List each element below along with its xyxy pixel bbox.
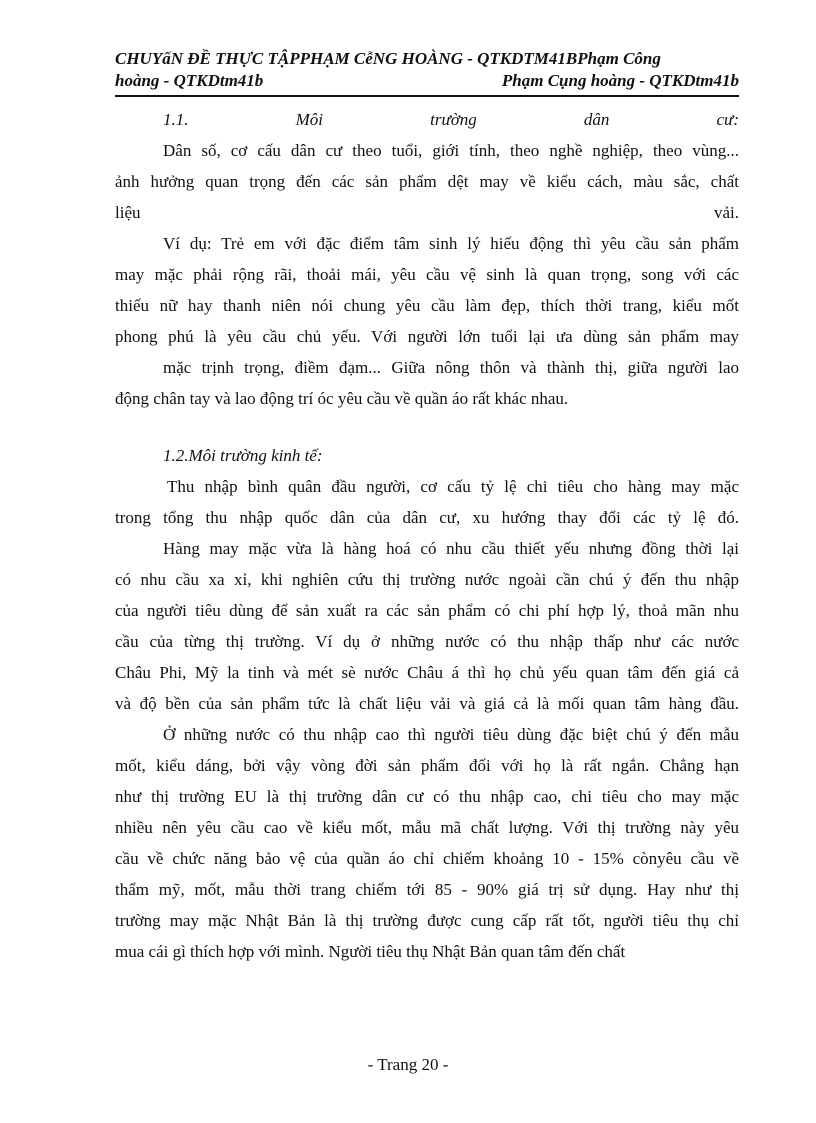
text-line: mua cái gì thích hợp với mình. Người tiêu thụ Nhật Bản quan tâm đến chất xyxy=(115,942,626,961)
text-fragment: vải. xyxy=(713,203,739,222)
paragraph xyxy=(115,228,739,414)
text-line: trường may mặc Nhật Bản là thị trường được cung cấp rất tốt, người tiêu thụ chỉ xyxy=(115,911,739,930)
page-header xyxy=(115,48,739,92)
text-line: như thị trường EU là thị trường dân cư có thu nhập cao, chi tiêu cho may mặc xyxy=(115,787,739,806)
text-line: Dân số, cơ cấu dân cư theo tuổi, giới tính, theo nghề nghiệp, theo vùng... xyxy=(163,141,739,160)
text-line: Châu Phi, Mỹ la tinh và mét sè nước Châu á thì họ chủ yếu quan tâm đến giá cả xyxy=(115,663,739,682)
header-author-right: Phạm Cụng hoàng - QTKDtm41b xyxy=(501,71,739,90)
text-fragment: liệu xyxy=(115,203,141,222)
document-body xyxy=(115,104,739,967)
heading-number: 1.1. xyxy=(163,110,189,129)
paragraph xyxy=(115,719,739,967)
text-line: và độ bền của sản phẩm tức là chất liệu vải và giá cả là mối quan tâm hàng đầu. xyxy=(115,694,739,713)
header-line-2 xyxy=(115,70,739,92)
text-line: nhiều nên yêu cầu cao về kiểu mốt, mẫu mã chất lượng. Với thị trường này yêu xyxy=(115,818,739,837)
paragraph xyxy=(115,533,739,719)
header-author-left: hoàng - QTKDtm41b xyxy=(115,71,264,90)
text-line: Ví dụ: Trẻ em với đặc điểm tâm sinh lý hiếu động thì yêu cầu sản phẩm xyxy=(163,234,739,253)
header-line-1 xyxy=(115,48,739,70)
text-line: phong phú là yêu cầu chủ yếu. Với người lớn tuổi lại ưa dùng sản phẩm may xyxy=(115,327,739,346)
text-line: Ở những nước có thu nhập cao thì người tiêu dùng đặc biệt chú ý đến mẫu xyxy=(163,725,739,744)
heading-word: cư: xyxy=(716,110,739,129)
heading-word: dân xyxy=(583,110,610,129)
section-heading-1-1 xyxy=(115,104,739,135)
spacer xyxy=(115,414,739,440)
paragraph xyxy=(115,471,739,533)
text-line: cầu về chức năng bảo vệ của quần áo chỉ chiếm khoảng 10 - 15% cònyêu cầu về xyxy=(115,849,739,868)
heading-word: trường xyxy=(430,110,477,129)
text-line: thiếu nữ hay thanh niên nói chung yêu cầu làm đẹp, thích thời trang, kiểu mốt xyxy=(115,296,739,315)
text-line: may mặc phải rộng rãi, thoải mái, yêu cầu vệ sinh là quan trọng, song với các xyxy=(115,265,739,284)
header-divider xyxy=(115,95,739,97)
text-line: có nhu cầu xa xỉ, khi nghiên cứu thị trường nước ngoài cần chú ý đến thu nhập xyxy=(115,570,739,589)
heading-word: Môi xyxy=(295,110,323,129)
text-line xyxy=(115,197,739,228)
page-number: - Trang 20 - xyxy=(367,1055,449,1074)
text-line: Thu nhập bình quân đầu người, cơ cấu tỷ lệ chi tiêu cho hàng may mặc xyxy=(167,477,739,496)
text-line: của người tiêu dùng để sản xuất ra các sản phẩm có chi phí hợp lý, thoả mãn nhu xyxy=(115,601,739,620)
section-heading-1-2: 1.2.Môi trường kinh tế: xyxy=(163,446,323,465)
text-line: thẩm mỹ, mốt, mẫu thời trang chiếm tới 85 - 90% giá trị sử dụng. Hay như thị xyxy=(115,880,739,899)
paragraph xyxy=(115,135,739,228)
text-line: Hàng may mặc vừa là hàng hoá có nhu cầu thiết yếu nhưng đồng thời lại xyxy=(163,539,739,558)
text-line: trong tổng thu nhập quốc dân của dân cư, xu hướng thay đổi các tỷ lệ đó. xyxy=(115,508,739,527)
text-line: cầu của từng thị trường. Ví dụ ở những nước có thu nhập thấp như các nước xyxy=(115,632,739,651)
text-line: ảnh hưởng quan trọng đến các sản phẩm dệt may về kiểu cách, màu sắc, chất xyxy=(115,172,739,191)
text-line: động chân tay và lao động trí óc yêu cầu về quần áo rất khác nhau. xyxy=(115,389,569,408)
header-title: CHUYấN ĐỀ THỰC TẬPPHẠM CễNG HOÀNG - QTKDTM41BPhạm Công xyxy=(115,49,661,68)
text-line: mặc trịnh trọng, điềm đạm... Giữa nông thôn và thành thị, giữa người lao xyxy=(163,358,739,377)
text-line: mốt, kiểu dáng, bởi vậy vòng đời sản phẩm đối với họ là rất ngắn. Chẳng hạn xyxy=(115,756,739,775)
